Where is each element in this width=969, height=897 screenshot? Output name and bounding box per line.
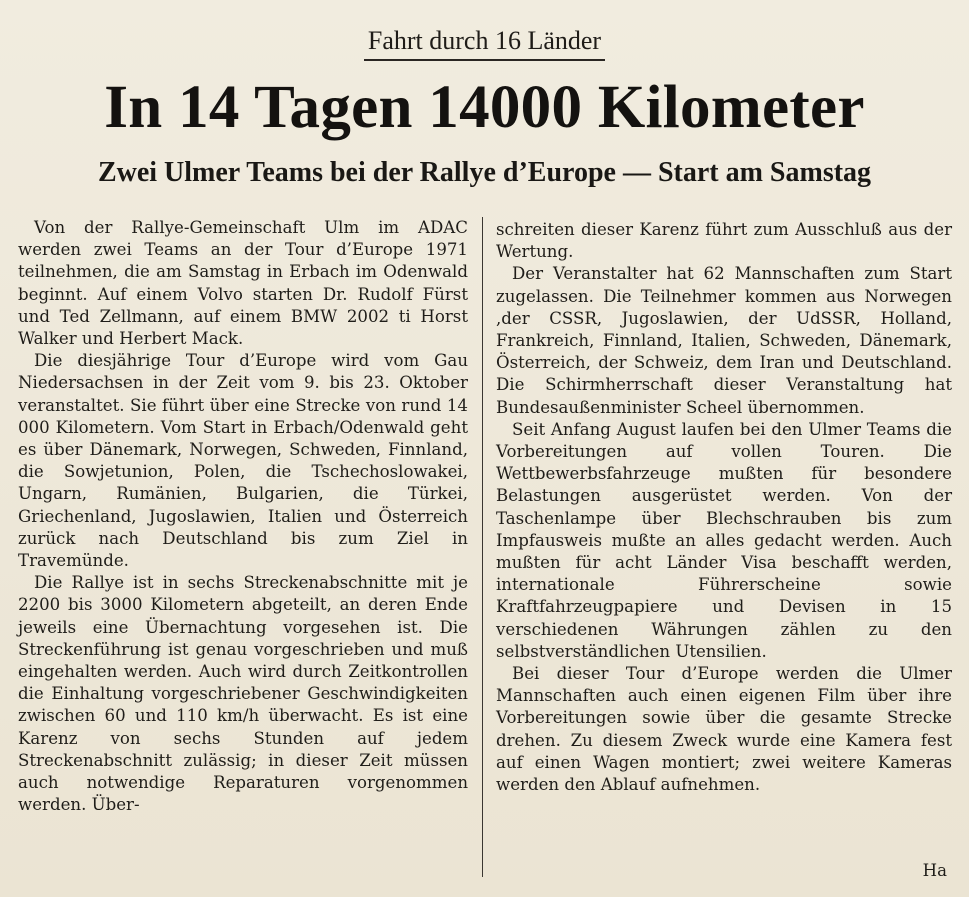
author-signature: Ha [922, 861, 947, 880]
column-divider [482, 217, 483, 877]
paragraph: Die diesjährige Tour d’Europe wird vom Gau Niedersachsen in der Zeit vom 9. bis 23. Oktober veranstaltet. Sie führt über eine Strecke von rund 14 000 Kilometern. Vom Start in Erbach/Odenwald geht es über Dänemark, Norwegen, Schweden, Finnland, die Sowjetunion, Polen, die Tschechoslowakei, Ungarn, Rumänien, Bulgarien, die Türkei, Griechenland, Jugoslawien, Italien und Österreich zurück nach Deutschland bis zum Ziel in Travemünde. [18, 351, 468, 571]
article-headline: In 14 Tagen 14000 Kilometer [104, 74, 865, 141]
paragraph: Der Veranstalter hat 62 Mannschaften zum Start zugelassen. Die Teilnehmer kommen aus Norwegen ,der CSSR, Jugoslawien, der UdSSR, Holland, Frankreich, Finnland, Italien, Schweden, Dänemark, Österreich, der Schweiz, dem Iran und Deutschland. Die Schirmherrschaft dieser Veranstaltung hat Bundesaußenminister Scheel übernommen. [496, 264, 952, 417]
paragraph-continuation: schreiten dieser Karenz führt zum Ausschluß aus der Wertung. [496, 220, 952, 262]
paragraph: Bei dieser Tour d’Europe werden die Ulmer Mannschaften auch einen eigenen Film über ihre Vorbereitungen sowie über die gesamte Strecke drehen. Zu diesem Zweck wurde eine Kamera fest auf einen Wagen montiert; zwei weitere Kameras werden den Ablauf aufnehmen. [496, 664, 952, 795]
paragraph: Seit Anfang August laufen bei den Ulmer Teams die Vorbereitungen auf vollen Touren. Die Wettbewerbsfahrzeuge mußten für besondere Belastungen ausgerüstet werden. Von der Taschenlampe über Blechschrauben bis zum Impfausweis mußte an alles gedacht werden. Auch mußten für acht Länder Visa beschafft werden, internationale Führerscheine sowie Kraftfahrzeugpapiere und Devisen in 15 verschiedenen Währungen zählen zu den selbstverständlichen Utensilien. [496, 419, 952, 661]
article-kicker [0, 26, 969, 61]
article-subheadline: Zwei Ulmer Teams bei der Rallye d’Europe — Start am Samstag [97, 157, 872, 188]
right-column [496, 219, 952, 796]
kicker-text: Fahrt durch 16 Länder [364, 26, 605, 61]
paragraph: Die Rallye ist in sechs Streckenabschnitte mit je 2200 bis 3000 Kilometern abgeteilt, an deren Ende jeweils eine Übernachtung vorgesehen ist. Die Streckenführung ist genau vorgeschrieben und muß eingehalten werden. Auch wird durch Zeitkontrollen die Einhaltung vorgeschriebener Geschwindigkeiten zwischen 60 und 110 km/h überwacht. Es ist eine Karenz von sechs Stunden auf jedem Streckenabschnitt zulässig; in dieser Zeit müssen auch notwendige Reparaturen vorgenommen werden. Über- [18, 573, 468, 815]
paragraph: Von der Rallye-Gemeinschaft Ulm im ADAC werden zwei Teams an der Tour d’Europe 1971 teilnehmen, die am Samstag in Erbach im Odenwald beginnt. Auf einem Volvo starten Dr. Rudolf Fürst und Ted Zellmann, auf einem BMW 2002 ti Horst Walker und Herbert Mack. [18, 218, 468, 349]
left-column [18, 217, 468, 816]
